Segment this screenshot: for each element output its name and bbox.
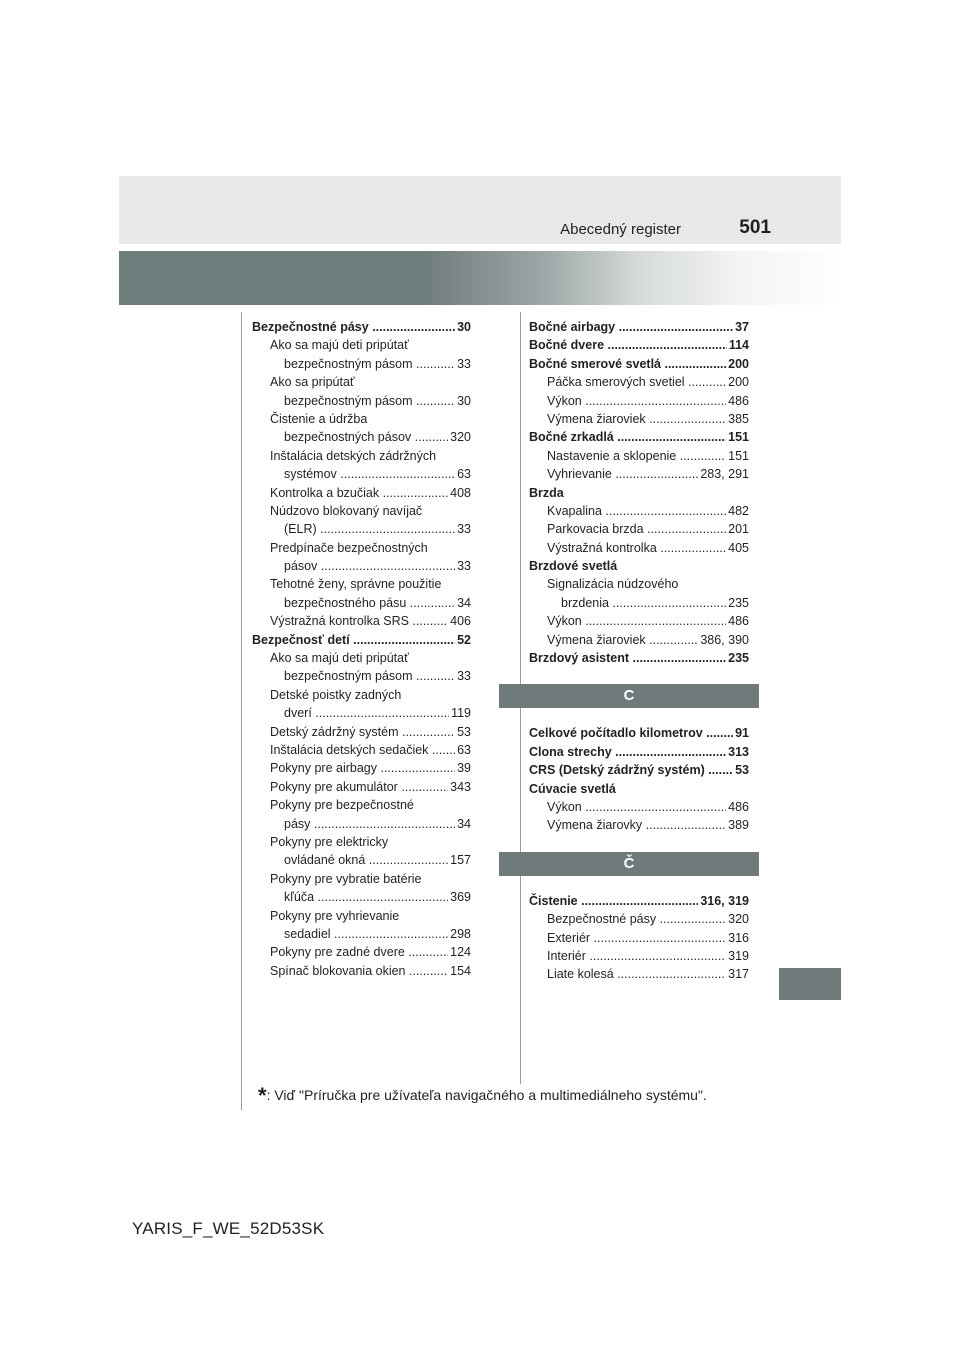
entry-term: Výmena žiaroviek ..... [547,631,749,649]
entry-term: Nastavenie a sklopenie ..... [547,447,749,465]
entry-page: 320 [448,428,471,446]
index-entry [547,502,749,520]
entry-page: 406 [448,612,471,630]
entry-term: Tehotné ženy, správne použitie [270,577,442,592]
entry-page: 405 [726,539,749,557]
index-entry [284,428,471,446]
index-entry [284,355,471,373]
index-entry [270,943,471,961]
index-entry [529,780,749,798]
entry-term: bezpečnostným pásom ..... [284,355,471,373]
entry-page: 386, 390 [698,631,749,649]
entry-term: Kontrolka a bzučiak ..... [270,484,471,502]
entry-term: ovládané okná ..... [284,851,471,869]
entry-page: 151 [726,447,749,465]
entry-page: 52 [455,631,471,649]
entry-page: 235 [726,649,749,667]
entry-page: 30 [455,392,471,410]
index-entry [284,667,471,685]
entry-term: (ELR) ..... [284,520,471,538]
index-column-left [252,318,471,980]
left-rule [241,312,242,1110]
entry-term: pásy ..... [284,815,471,833]
entry-term: Pokyny pre bezpečnostné [270,798,414,813]
entry-page: 34 [455,594,471,612]
entry-page: 316, 319 [698,892,749,910]
entry-term: Ako sa majú deti pripútať [270,338,409,353]
index-entry [270,870,471,888]
entry-term: Páčka smerových svetiel ..... [547,373,749,391]
index-entry [547,465,749,483]
chapter-tab [779,968,841,1000]
entry-page: 53 [733,761,749,779]
entry-term: bezpečnostného pásu ..... [284,594,471,612]
entry-term: Inštalácia detských zádržných [270,448,437,463]
index-entry [547,631,749,649]
index-entry [270,686,471,704]
entry-term: Spínač blokovania okien ..... [270,962,471,980]
entry-page: 201 [726,520,749,538]
entry-term: Výstražná kontrolka ..... [547,539,749,557]
entry-term: Bezpečnostné pásy ..... [252,318,471,336]
entry-term: Bočné dvere ..... [529,336,749,354]
entry-page: 486 [726,798,749,816]
index-entry [547,520,749,538]
entry-page: 316 [726,929,749,947]
entry-page: 385 [726,410,749,428]
entry-page: 154 [448,962,471,980]
entry-term: Pokyny pre vyhrievanie [270,908,400,923]
entry-page: 486 [726,612,749,630]
index-entry [561,594,749,612]
entry-term: pásov ..... [284,557,471,575]
index-entry [547,539,749,557]
index-entry [547,929,749,947]
entry-term: kľúča ..... [284,888,471,906]
entry-page: 151 [726,428,749,446]
index-entry [284,925,471,943]
entry-term: Brzda [529,485,564,500]
entry-page: 53 [455,723,471,741]
entry-page: 30 [455,318,471,336]
entry-term: Výkon ..... [547,798,749,816]
entry-term: Pokyny pre zadné dvere ..... [270,943,471,961]
index-entry [284,392,471,410]
index-entry [270,649,471,667]
entry-page: 408 [448,484,471,502]
entry-page: 200 [726,373,749,391]
entry-page: 298 [448,925,471,943]
entry-page: 33 [455,557,471,575]
entry-page: 63 [455,741,471,759]
entry-term: Detský zádržný systém ..... [270,723,471,741]
entry-page: 235 [726,594,749,612]
entry-page: 114 [727,336,749,354]
entry-page: 343 [448,778,471,796]
entry-term: Pokyny pre airbagy ..... [270,759,471,777]
entry-term: Bezpečnostné pásy ..... [547,910,749,928]
entry-term: Bočné smerové svetlá ..... [529,355,749,373]
entry-page: 313 [726,743,749,761]
page-number: 501 [739,217,771,238]
entry-page: 486 [726,392,749,410]
entry-term: Bezpečnosť detí ..... [252,631,471,649]
entry-term: Pokyny pre elektricky [270,834,389,849]
index-section-ch [529,892,749,984]
entry-page: 369 [448,888,471,906]
index-entry [270,723,471,741]
index-entry [270,336,471,354]
index-section-b [529,318,749,667]
index-entry [270,796,471,814]
index-entry [547,612,749,630]
entry-page: 157 [448,851,471,869]
entry-page: 63 [455,465,471,483]
index-entry [547,947,749,965]
index-entry [270,484,471,502]
index-entry [284,520,471,538]
index-entry [270,833,471,851]
index-entry [529,318,749,336]
entry-term: Výstražná kontrolka SRS ..... [270,612,471,630]
entry-term: bezpečnostným pásom ..... [284,667,471,685]
index-entry [270,410,471,428]
index-entry [270,741,471,759]
entry-page: 37 [733,318,749,336]
index-entry [529,557,749,575]
index-entry [547,373,749,391]
index-entry [270,759,471,777]
index-entry [547,965,749,983]
footnote [258,1080,707,1106]
section-heading-ch: Č [499,852,759,876]
entry-term: Inštalácia detských sedačiek ..... [270,741,471,759]
index-entry [529,484,749,502]
index-entry [529,649,749,667]
footnote-mark: * [258,1083,267,1108]
entry-term: Bočné zrkadlá ..... [529,428,749,446]
entry-page: 389 [726,816,749,834]
entry-term: bezpečnostných pásov ..... [284,428,471,446]
document-code: YARIS_F_WE_52D53SK [132,1219,325,1238]
index-entry [270,447,471,465]
entry-page: 124 [448,943,471,961]
index-entry [529,892,749,910]
index-entry [547,410,749,428]
entry-term: systémov ..... [284,465,471,483]
entry-term: Detské poistky zadných [270,687,402,702]
index-entry [547,816,749,834]
index-entry [529,724,749,742]
section-heading-c: C [499,684,759,708]
index-entry [529,336,749,354]
index-entry [270,539,471,557]
entry-term: Predpínače bezpečnostných [270,540,428,555]
header-gradient-band [119,251,841,305]
entry-term: Bočné airbagy ..... [529,318,749,336]
entry-term: bezpečnostným pásom ..... [284,392,471,410]
entry-term: Kvapalina ..... [547,502,749,520]
entry-term: Clona strechy ..... [529,743,749,761]
index-entry [270,373,471,391]
index-entry [270,612,471,630]
entry-term: Cúvacie svetlá [529,781,616,796]
index-entry [270,575,471,593]
entry-term: Ako sa pripútať [270,375,355,390]
entry-term: Výmena žiarovky ..... [547,816,749,834]
entry-page: 200 [726,355,749,373]
entry-term: Čistenie ..... [529,892,749,910]
page-header [119,176,841,244]
entry-term: Čistenie a údržba [270,411,368,426]
index-entry [284,851,471,869]
entry-page: 33 [455,520,471,538]
entry-page: 34 [455,815,471,833]
entry-page: 317 [726,965,749,983]
entry-page: 91 [733,724,749,742]
index-entry [270,962,471,980]
entry-page: 283, 291 [698,465,749,483]
entry-term: Brzdový asistent ..... [529,649,749,667]
entry-term: Celkové počítadlo kilometrov ..... [529,724,749,742]
index-entry [547,447,749,465]
index-entry [284,704,471,722]
index-entry [547,575,749,593]
index-entry [270,502,471,520]
index-entry [547,910,749,928]
index-entry [284,815,471,833]
index-column-right [529,318,749,984]
entry-page: 33 [455,667,471,685]
index-entry [284,465,471,483]
entry-term: Brzdové svetlá [529,559,618,574]
entry-page: 119 [449,704,471,722]
section-title: Abecedný register [560,221,681,238]
entry-term: Výmena žiaroviek ..... [547,410,749,428]
index-entry [547,392,749,410]
index-entry [252,631,471,649]
index-entry [529,355,749,373]
entry-term: Signalizácia núdzového [547,577,679,592]
entry-term: dverí ..... [284,704,471,722]
entry-term: Exteriér ..... [547,929,749,947]
entry-term: Interiér ..... [547,947,749,965]
index-entry [270,907,471,925]
entry-page: 320 [726,910,749,928]
index-entry [529,428,749,446]
index-entry [270,778,471,796]
entry-term: Núdzovo blokovaný navíjač [270,503,423,518]
entry-page: 33 [455,355,471,373]
entry-term: Pokyny pre akumulátor ..... [270,778,471,796]
index-entry [252,318,471,336]
index-entry [284,888,471,906]
index-entry [547,798,749,816]
index-entry [529,743,749,761]
entry-page: 319 [726,947,749,965]
entry-term: sedadiel ..... [284,925,471,943]
entry-term: CRS (Detský zádržný systém) ..... [529,761,749,779]
entry-term: Liate kolesá ..... [547,965,749,983]
entry-term: Parkovacia brzda ..... [547,520,749,538]
entry-term: Ako sa majú deti pripútať [270,651,409,666]
entry-term: brzdenia ..... [561,594,749,612]
entry-page: 482 [726,502,749,520]
entry-term: Vyhrievanie ..... [547,465,749,483]
footnote-text: : Viď "Príručka pre užívateľa navigačného a multimediálneho systému". [266,1087,707,1103]
index-entry [284,557,471,575]
entry-term: Výkon ..... [547,392,749,410]
index-section-c [529,724,749,834]
entry-term: Pokyny pre vybratie batérie [270,871,422,886]
entry-page: 39 [455,759,471,777]
index-entry [284,594,471,612]
index-entry [529,761,749,779]
entry-term: Výkon ..... [547,612,749,630]
